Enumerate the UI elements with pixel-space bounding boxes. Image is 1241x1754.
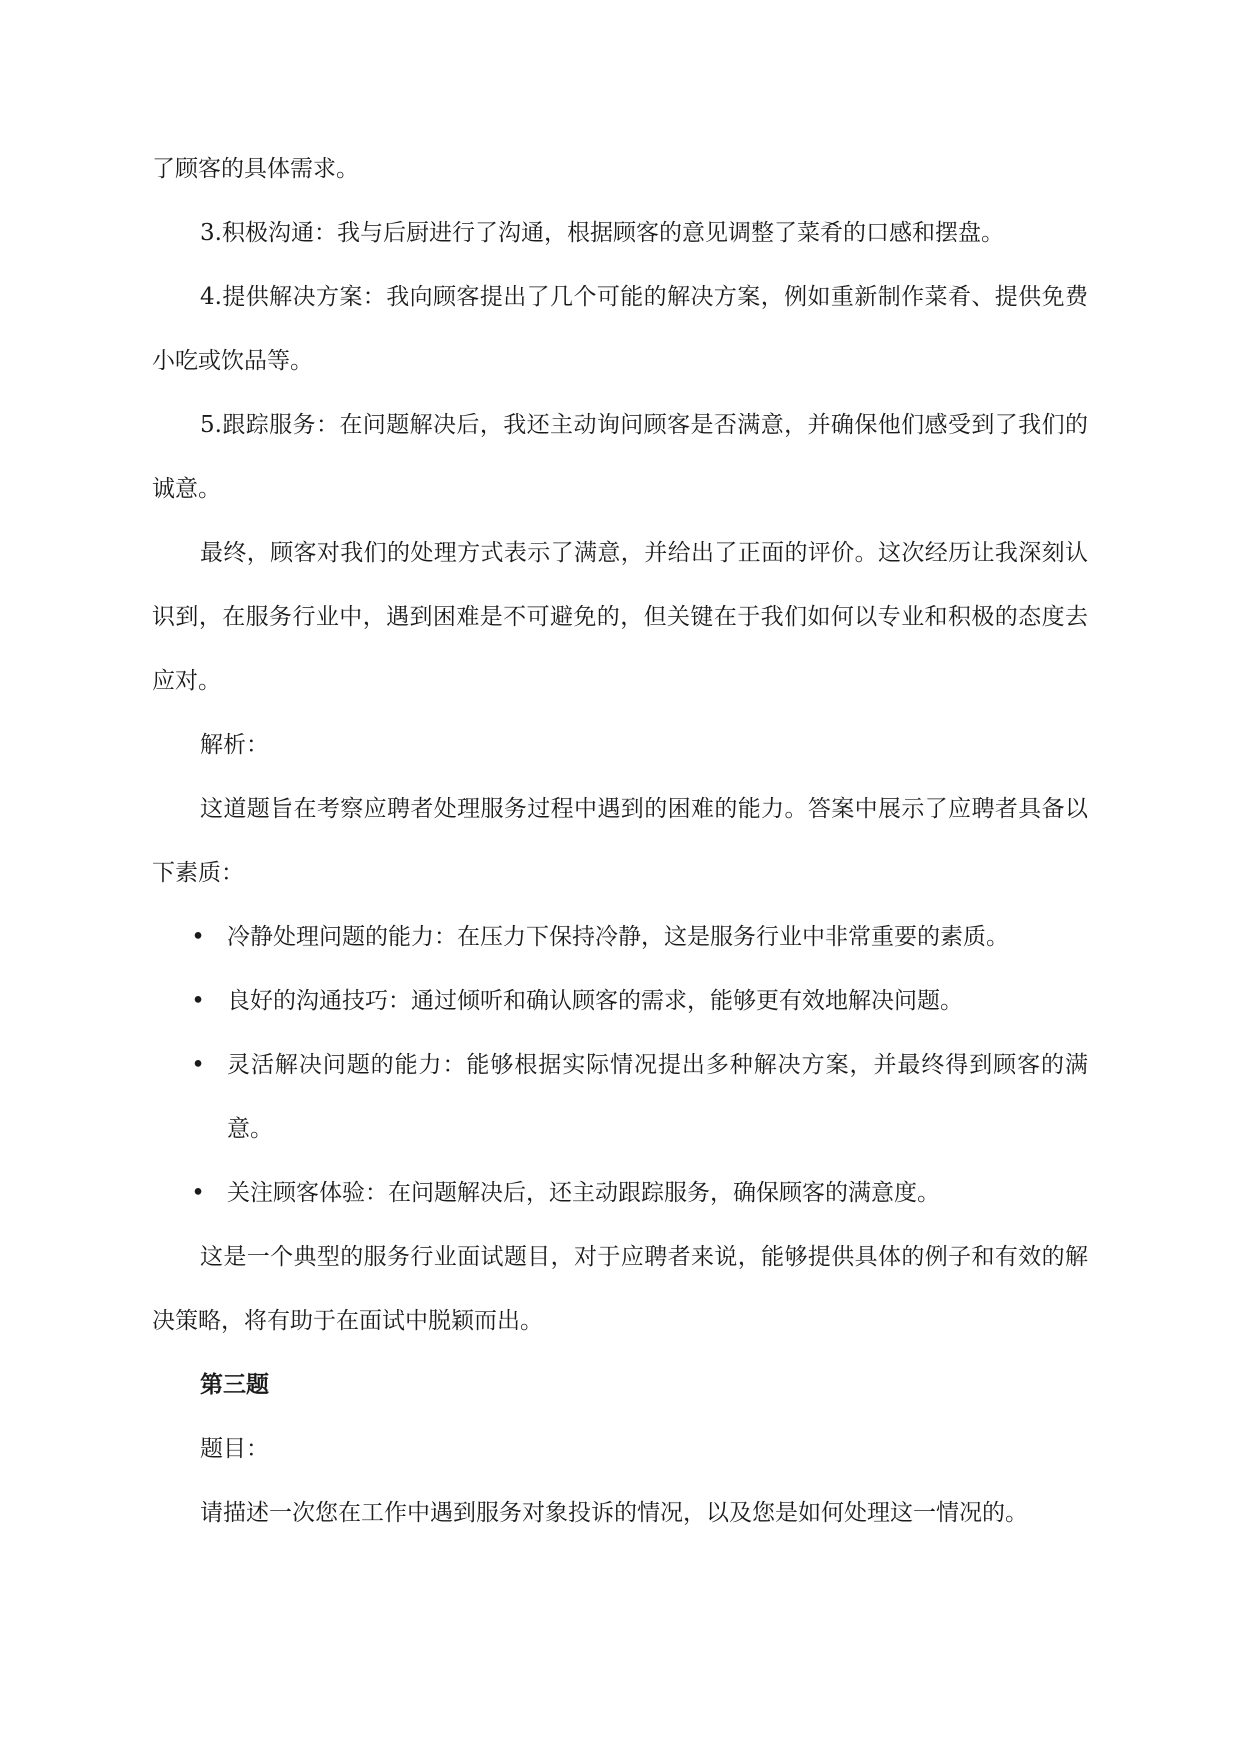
paragraph-summary: 这是一个典型的服务行业面试题目，对于应聘者来说，能够提供具体的例子和有效的解决策略，将有助于在面试中脱颖而出。 bbox=[152, 1244, 1088, 1334]
paragraph-conclusion: 最终，顾客对我们的处理方式表示了满意，并给出了正面的评价。这次经历让我深刻认识到，在服务行业中，遇到困难是不可避免的，但关键在于我们如何以专业和积极的态度去应对。 bbox=[152, 540, 1088, 694]
question-text: 请描述一次您在工作中遇到服务对象投诉的情况，以及您是如何处理这一情况的。 bbox=[200, 1500, 1028, 1526]
list-item-text: 冷静处理问题的能力：在压力下保持冷静，这是服务行业中非常重要的素质。 bbox=[227, 924, 1009, 950]
bullet-icon: • bbox=[191, 1180, 205, 1206]
bullet-icon: • bbox=[191, 1052, 205, 1078]
analysis-label: 解析： bbox=[200, 732, 269, 758]
paragraph-step-3: 3.积极沟通：我与后厨进行了沟通，根据顾客的意见调整了菜肴的口感和摆盘。 bbox=[200, 220, 1004, 246]
bullet-icon: • bbox=[191, 924, 205, 950]
list-item-text: 灵活解决问题的能力：能够根据实际情况提出多种解决方案，并最终得到顾客的满意。 bbox=[227, 1052, 1088, 1142]
analysis-intro: 这道题旨在考察应聘者处理服务过程中遇到的困难的能力。答案中展示了应聘者具备以下素质： bbox=[152, 796, 1088, 886]
list-item-text: 良好的沟通技巧：通过倾听和确认顾客的需求，能够更有效地解决问题。 bbox=[227, 988, 963, 1014]
paragraph-step-5: 5.跟踪服务：在问题解决后，我还主动询问顾客是否满意，并确保他们感受到了我们的诚意。 bbox=[152, 412, 1088, 502]
section-title: 第三题 bbox=[200, 1371, 269, 1398]
list-item bbox=[152, 1161, 1088, 1225]
document-body bbox=[152, 137, 1088, 1545]
list-item bbox=[152, 969, 1088, 1033]
list-item bbox=[152, 1033, 1088, 1161]
list-item-text: 关注顾客体验：在问题解决后，还主动跟踪服务，确保顾客的满意度。 bbox=[227, 1180, 940, 1206]
list-item bbox=[152, 905, 1088, 969]
qualities-list bbox=[152, 905, 1088, 1225]
paragraph-continuation: 了顾客的具体需求。 bbox=[152, 156, 359, 182]
question-label: 题目： bbox=[200, 1436, 269, 1462]
paragraph-step-4: 4.提供解决方案：我向顾客提出了几个可能的解决方案，例如重新制作菜肴、提供免费小吃或饮品等。 bbox=[152, 284, 1088, 374]
bullet-icon: • bbox=[191, 988, 205, 1014]
